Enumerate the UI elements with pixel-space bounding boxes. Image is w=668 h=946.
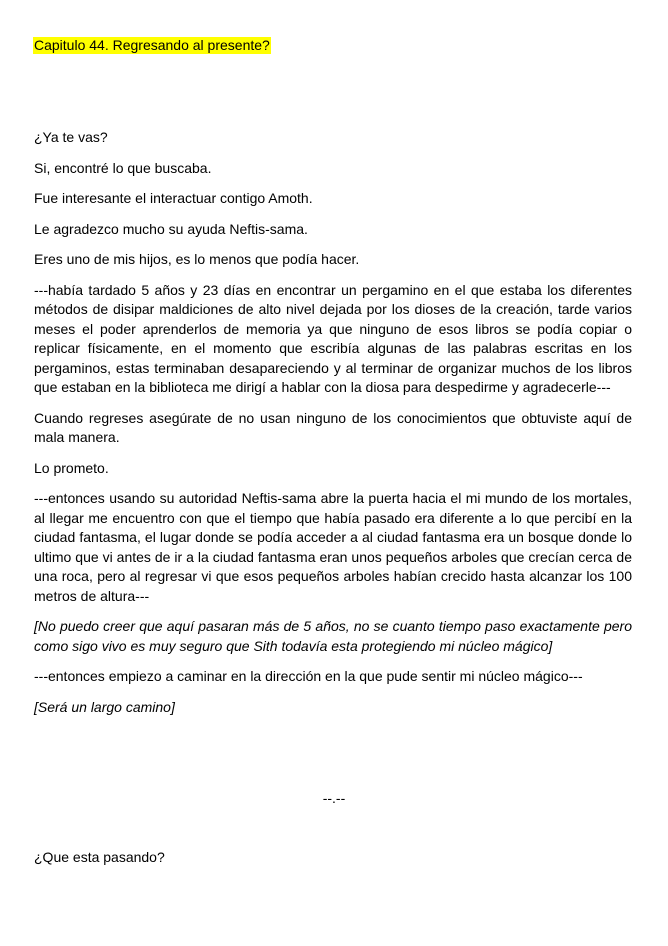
narration-paragraph: ---había tardado 5 años y 23 días en encontrar un pergamino en el que estaba los diferentes métodos de disipar maldiciones de alto nivel dejada por los dioses de la creación, tarde varios meses el poder aprenderlos de memoria ya que ninguno de esos libros se podía copiar o replicar físicamente, en el momento que escribía algunas de las palabras escritas en los pergaminos, estas terminaban desapareciendo y al terminar de organizar muchos de los libros que estaban en la biblioteca me dirigí a hablar con la diosa para despedirme y agradecerle---	[34, 281, 632, 395]
document-body	[34, 128, 632, 728]
dialogue-line: Fue interesante el interactuar contigo Amoth.	[34, 190, 313, 206]
dialogue-line: Eres uno de mis hijos, es lo menos que podía hacer.	[34, 251, 360, 267]
dialogue-line: Lo prometo.	[34, 459, 109, 476]
narration-paragraph: ---entonces usando su autoridad Neftis-sama abre la puerta hacia el mi mundo de los mortales, al llegar me encuentro con que el tiempo que había pasado era diferente a lo que percibí en la ciudad fantasma, el lugar donde se podía acceder a al ciudad fantasma era un bosque donde lo ultimo que vi antes de ir a la ciudad fantasma eran unos pequeños arboles que crecían cerca de una roca, pero al regresar vi que esos pequeños arboles habían crecido hasta alcanzar los 100 metros de altura---	[34, 490, 632, 604]
scene-separator: --.--	[322, 790, 346, 806]
narration-paragraph: ---entonces empiezo a caminar en la dirección en la que pude sentir mi núcleo mágico---	[34, 668, 583, 684]
closing-line: ¿Que esta pasando?	[34, 849, 165, 865]
thought-line: [No puedo creer que aquí pasaran más de 5 años, no se cuanto tiempo paso exactamente pero como sigo vivo es muy seguro que Sith todavía esta protegiendo mi núcleo mágico]	[34, 618, 632, 654]
thought-line: [Será un largo camino]	[34, 698, 175, 715]
dialogue-line: Cuando regreses asegúrate de no usan ninguno de los conocimientos que obtuviste aquí de mala manera.	[34, 409, 632, 445]
dialogue-line: ¿Ya te vas?	[34, 129, 108, 145]
dialogue-line: Si, encontré lo que buscaba.	[34, 159, 212, 176]
dialogue-line: Le agradezco mucho su ayuda Neftis-sama.	[34, 220, 308, 237]
chapter-title: Capitulo 44. Regresando al presente?	[34, 37, 270, 53]
